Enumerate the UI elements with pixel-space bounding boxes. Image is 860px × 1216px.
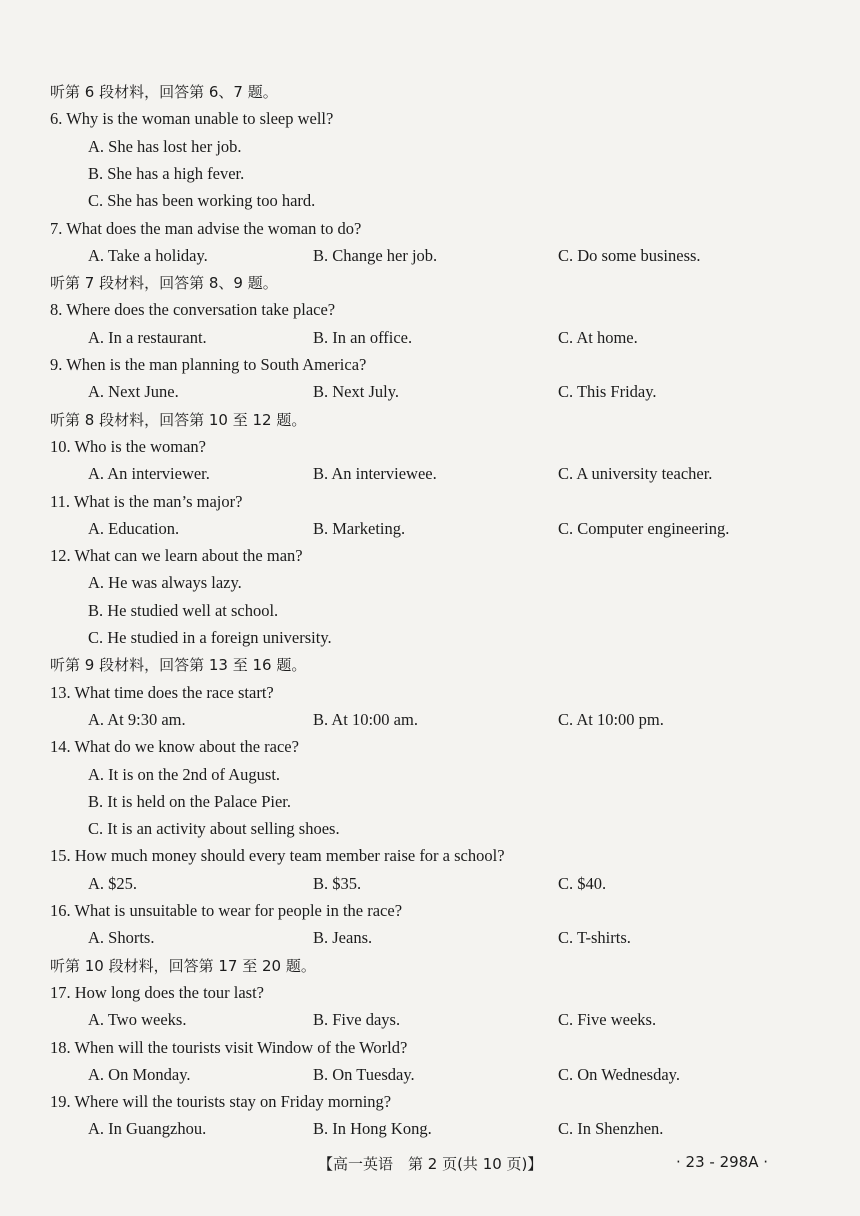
option-c: C. Five weeks. bbox=[558, 1010, 657, 1029]
question-text: 19. Where will the tourists stay on Friday morning? bbox=[50, 1092, 392, 1111]
section-heading: 听第 7 段材料，回答第 8、9 题。 bbox=[50, 274, 278, 292]
option-line: C. It is an activity about selling shoes. bbox=[88, 819, 340, 838]
section-heading: 听第 8 段材料，回答第 10 至 12 题。 bbox=[50, 411, 307, 429]
option-line: B. He studied well at school. bbox=[88, 601, 279, 620]
option-a: A. Shorts. bbox=[88, 928, 155, 947]
option-a: A. On Monday. bbox=[88, 1065, 191, 1084]
option-b: B. On Tuesday. bbox=[313, 1065, 415, 1084]
option-a: A. Two weeks. bbox=[88, 1010, 187, 1029]
option-line: A. He was always lazy. bbox=[88, 573, 242, 592]
option-b: B. Five days. bbox=[313, 1010, 401, 1029]
option-c: C. On Wednesday. bbox=[558, 1065, 680, 1084]
option-a: A. Next June. bbox=[88, 382, 179, 401]
option-a: A. At 9:30 am. bbox=[88, 710, 186, 729]
question-text: 11. What is the man’s major? bbox=[50, 492, 243, 511]
section-heading: 听第 9 段材料，回答第 13 至 16 题。 bbox=[50, 656, 307, 674]
option-c: C. A university teacher. bbox=[558, 464, 713, 483]
option-b: B. Next July. bbox=[313, 382, 400, 401]
option-b: B. Change her job. bbox=[313, 246, 438, 265]
option-line: B. She has a high fever. bbox=[88, 164, 245, 183]
option-c: C. In Shenzhen. bbox=[558, 1119, 664, 1138]
option-line: B. It is held on the Palace Pier. bbox=[88, 792, 292, 811]
question-text: 18. When will the tourists visit Window of the World? bbox=[50, 1038, 408, 1057]
question-text: 12. What can we learn about the man? bbox=[50, 546, 303, 565]
option-b: B. Marketing. bbox=[313, 519, 406, 538]
question-text: 9. When is the man planning to South America? bbox=[50, 355, 367, 374]
option-b: B. Jeans. bbox=[313, 928, 373, 947]
question-text: 6. Why is the woman unable to sleep well? bbox=[50, 109, 334, 128]
option-a: A. In a restaurant. bbox=[88, 328, 207, 347]
question-text: 13. What time does the race start? bbox=[50, 683, 274, 702]
question-text: 10. Who is the woman? bbox=[50, 437, 206, 456]
option-b: B. An interviewee. bbox=[313, 464, 437, 483]
option-a: A. Education. bbox=[88, 519, 180, 538]
option-line: C. He studied in a foreign university. bbox=[88, 628, 332, 647]
section-heading: 听第 6 段材料，回答第 6、7 题。 bbox=[50, 83, 278, 101]
option-a: A. An interviewer. bbox=[88, 464, 210, 483]
option-c: C. $40. bbox=[558, 874, 607, 893]
question-text: 7. What does the man advise the woman to do? bbox=[50, 219, 362, 238]
question-text: 15. How much money should every team member raise for a school? bbox=[50, 846, 505, 865]
page-footer-title: 【高一英语 第 2 页(共 10 页)】 bbox=[318, 1155, 543, 1173]
option-c: C. At home. bbox=[558, 328, 638, 347]
option-line: A. She has lost her job. bbox=[88, 137, 242, 156]
question-text: 16. What is unsuitable to wear for people in the race? bbox=[50, 901, 403, 920]
section-heading: 听第 10 段材料，回答第 17 至 20 题。 bbox=[50, 957, 316, 975]
option-c: C. This Friday. bbox=[558, 382, 657, 401]
option-b: B. In Hong Kong. bbox=[313, 1119, 432, 1138]
option-a: A. $25. bbox=[88, 874, 138, 893]
option-c: C. Do some business. bbox=[558, 246, 701, 265]
option-line: C. She has been working too hard. bbox=[88, 191, 316, 210]
option-b: B. At 10:00 am. bbox=[313, 710, 418, 729]
question-text: 17. How long does the tour last? bbox=[50, 983, 265, 1002]
question-text: 14. What do we know about the race? bbox=[50, 737, 299, 756]
option-a: A. Take a holiday. bbox=[88, 246, 208, 265]
option-b: B. In an office. bbox=[313, 328, 413, 347]
option-a: A. In Guangzhou. bbox=[88, 1119, 207, 1138]
page-code: · 23 - 298A · bbox=[676, 1153, 768, 1171]
option-c: C. T-shirts. bbox=[558, 928, 631, 947]
option-line: A. It is on the 2nd of August. bbox=[88, 765, 281, 784]
option-c: C. Computer engineering. bbox=[558, 519, 730, 538]
option-b: B. $35. bbox=[313, 874, 362, 893]
option-c: C. At 10:00 pm. bbox=[558, 710, 664, 729]
question-text: 8. Where does the conversation take place? bbox=[50, 300, 336, 319]
